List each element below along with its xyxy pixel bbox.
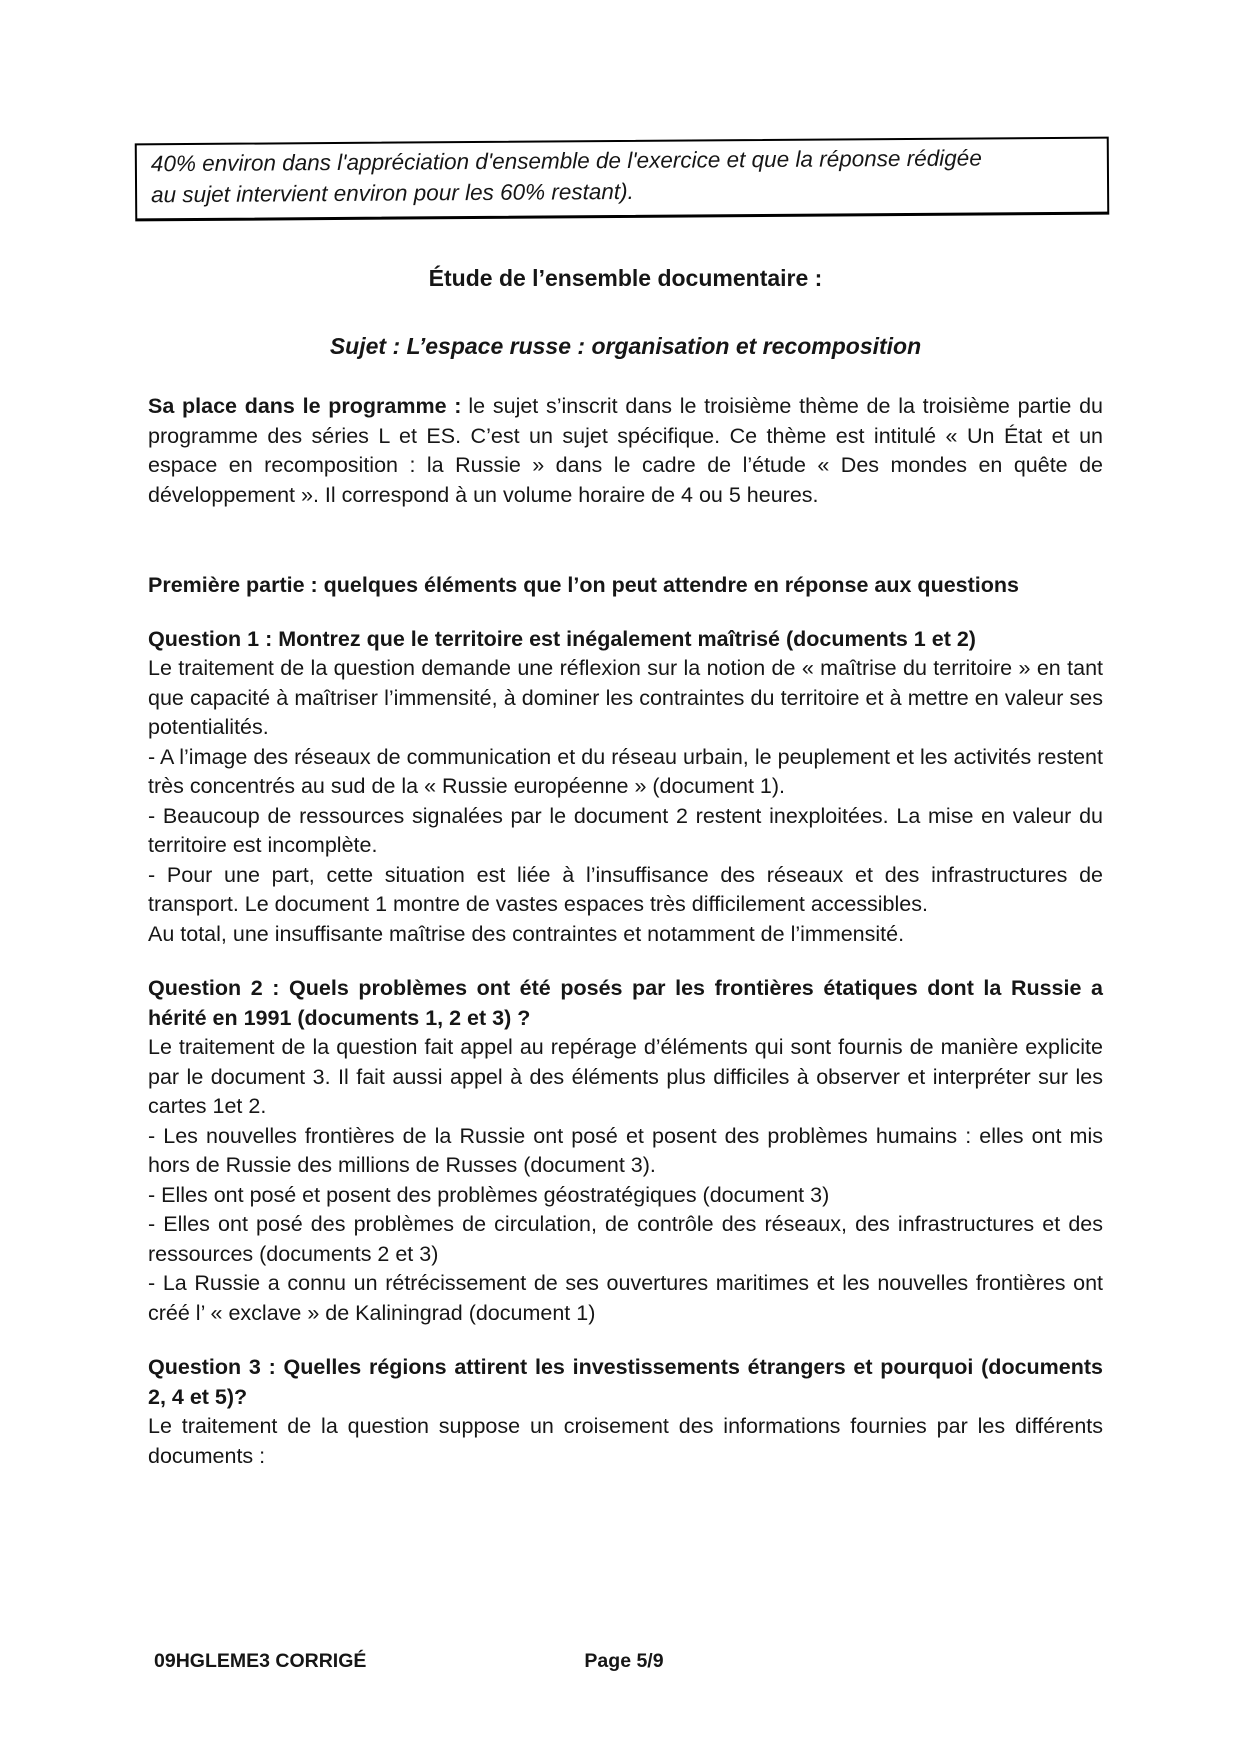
question-2-paragraph: - Les nouvelles frontières de la Russie ont posé et posent des problèmes humains : elles ont mis hors de Russie des millions de Russes (document 3). — [148, 1123, 1103, 1177]
question-1-paragraph: - Pour une part, cette situation est liée à l’insuffisance des réseaux et des infrastructures de transport. Le document 1 montre de vastes espaces très difficilement accessibles. — [148, 862, 1103, 916]
footer-document-code: 09HGLEME3 CORRIGÉ — [154, 1650, 367, 1672]
grading-note-line-2: au sujet intervient environ pour les 60% restant). — [151, 178, 634, 208]
question-2-paragraph: - Elles ont posé et posent des problèmes géostratégiques (document 3) — [148, 1182, 830, 1207]
question-2-section — [148, 973, 1103, 1328]
programme-body: le sujet s’inscrit dans le troisième thème de la troisième partie du programme des séries L et ES. C’est un sujet spécifique. Ce thème est intitulé « Un État et un espace en recomposition : la Russie » dans le cadre de l’étude « Des mondes en quête de développement ». Il correspond à un volume horaire de 4 ou 5 heures. — [148, 394, 1103, 507]
question-1-paragraph: Au total, une insuffisante maîtrise des contraintes et notamment de l’immensité. — [148, 921, 905, 946]
question-2-paragraph: - La Russie a connu un rétrécissement de ses ouvertures maritimes et les nouvelles frontières ont créé l’ « exclave » de Kaliningrad (document 1) — [148, 1271, 1103, 1325]
question-1-paragraph: Le traitement de la question demande une réflexion sur la notion de « maîtrise du territoire » en tant que capacité à maîtriser l’immensité, à dominer les contraintes du territoire et à mettre en valeur ses potentialités. — [148, 656, 1103, 739]
question-3-section — [148, 1352, 1103, 1471]
question-1-paragraph: - A l’image des réseaux de communication et du réseau urbain, le peuplement et les activités restent très concentrés au sud de la « Russie européenne » (document 1). — [148, 744, 1103, 798]
question-1-heading: Question 1 : Montrez que le territoire est inégalement maîtrisé (documents 1 et 2) — [148, 627, 976, 651]
grading-note-line-1: 40% environ dans l'appréciation d'ensemble de l'exercice et que la réponse rédigée — [150, 145, 982, 177]
question-1-paragraph: - Beaucoup de ressources signalées par le document 2 restent inexploitées. La mise en valeur du territoire est incomplète. — [148, 803, 1103, 857]
question-2-paragraph: Le traitement de la question fait appel au repérage d’éléments qui sont fournis de manière explicite par le document 3. Il fait aussi appel à des éléments plus difficiles à observer et interpréter sur les cartes 1et 2. — [148, 1035, 1103, 1118]
question-2-paragraph: - Elles ont posé des problèmes de circulation, de contrôle des réseaux, des infrastructures et des ressources (documents 2 et 3) — [148, 1212, 1103, 1266]
subject-title: Sujet : L’espace russe : organisation et recomposition — [329, 333, 922, 359]
programme-lead: Sa place dans le programme : — [148, 394, 462, 418]
grading-note-box — [135, 137, 1110, 222]
question-2-heading: Question 2 : Quels problèmes ont été posés par les frontières étatiques dont la Russie a hérité en 1991 (documents 1, 2 et 3) ? — [148, 976, 1103, 1030]
question-3-paragraph: Le traitement de la question suppose un croisement des informations fournies par les différents documents : — [148, 1414, 1103, 1468]
page-footer — [148, 1650, 1100, 1680]
part1-heading: Première partie : quelques éléments que l’on peut attendre en réponse aux questions — [148, 573, 1019, 597]
footer-page-number: Page 5/9 — [584, 1650, 664, 1672]
question-3-heading: Question 3 : Quelles régions attirent les investissements étrangers et pourquoi (documents 2, 4 et 5)? — [148, 1355, 1103, 1409]
question-1-section — [148, 624, 1103, 949]
programme-paragraph — [148, 392, 1103, 510]
document-title: Étude de l’ensemble documentaire : — [428, 265, 823, 291]
